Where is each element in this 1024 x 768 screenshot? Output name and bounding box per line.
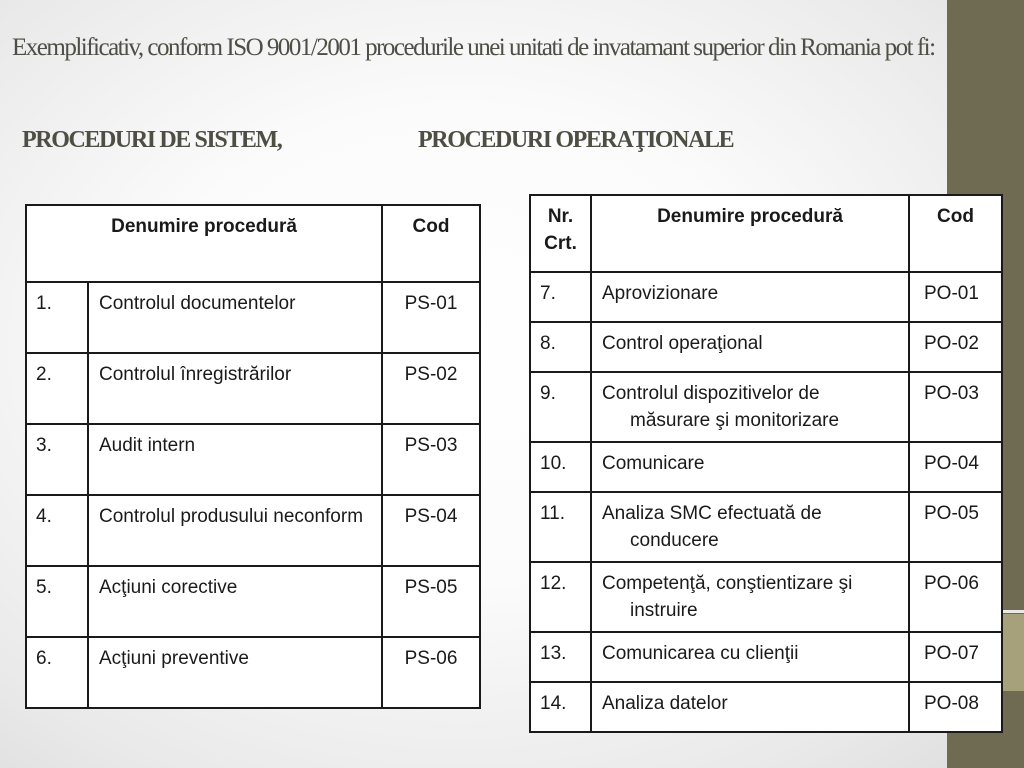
row-number: 1. (26, 282, 88, 353)
table-row (26, 637, 480, 708)
heading-system-procedures: PROCEDURI DE SISTEM, (22, 127, 282, 153)
row-number: 8. (530, 322, 591, 372)
table-row (26, 495, 480, 566)
procedure-code: PO-03 (909, 372, 1002, 442)
row-number: 9. (530, 372, 591, 442)
procedure-name: Controlul înregistrărilor (88, 353, 382, 424)
header-row-number: Nr. Crt. (530, 195, 591, 272)
header-procedure-name: Denumire procedură (591, 195, 909, 272)
table-row (530, 442, 1002, 492)
row-number: 3. (26, 424, 88, 495)
procedure-name: Competenţă, conştientizare şi instruire (591, 562, 909, 632)
header-procedure-name: Denumire procedură (26, 205, 382, 282)
procedure-code: PO-05 (909, 492, 1002, 562)
procedure-code: PS-06 (382, 637, 480, 708)
procedure-name: Analiza datelor (591, 682, 909, 732)
procedure-code: PS-05 (382, 566, 480, 637)
procedure-code: PO-02 (909, 322, 1002, 372)
procedure-name: Acţiuni preventive (88, 637, 382, 708)
procedure-code: PO-06 (909, 562, 1002, 632)
table-header-row (530, 195, 1002, 272)
system-procedures-table (25, 204, 481, 709)
procedure-name: Control operaţional (591, 322, 909, 372)
table-row (26, 353, 480, 424)
procedure-name: Comunicare (591, 442, 909, 492)
procedure-name: Acţiuni corective (88, 566, 382, 637)
procedure-code: PS-02 (382, 353, 480, 424)
procedure-name: Controlul documentelor (88, 282, 382, 353)
table-row (530, 562, 1002, 632)
procedure-code: PO-08 (909, 682, 1002, 732)
procedure-name: Audit intern (88, 424, 382, 495)
procedure-code: PO-01 (909, 272, 1002, 322)
row-number: 2. (26, 353, 88, 424)
procedure-name: Comunicarea cu clienţii (591, 632, 909, 682)
procedure-code: PS-03 (382, 424, 480, 495)
procedure-name: Analiza SMC efectuată de conducere (591, 492, 909, 562)
row-number: 11. (530, 492, 591, 562)
procedure-code: PS-04 (382, 495, 480, 566)
procedure-name: Controlul dispozitivelor de măsurare şi monitorizare (591, 372, 909, 442)
row-number: 5. (26, 566, 88, 637)
table-row (26, 282, 480, 353)
row-number: 7. (530, 272, 591, 322)
row-number: 10. (530, 442, 591, 492)
procedure-name: Controlul produsului neconform (88, 495, 382, 566)
row-number: 4. (26, 495, 88, 566)
row-number: 12. (530, 562, 591, 632)
table-row (530, 372, 1002, 442)
heading-operational-procedures: PROCEDURI OPERAŢIONALE (418, 127, 734, 153)
table-row (26, 566, 480, 637)
header-code: Cod (382, 205, 480, 282)
procedure-code: PS-01 (382, 282, 480, 353)
table-row (530, 272, 1002, 322)
table-row (530, 682, 1002, 732)
table-row (26, 424, 480, 495)
row-number: 6. (26, 637, 88, 708)
procedure-code: PO-07 (909, 632, 1002, 682)
row-number: 13. (530, 632, 591, 682)
procedure-code: PO-04 (909, 442, 1002, 492)
table-header-row (26, 205, 480, 282)
header-code: Cod (909, 195, 1002, 272)
slide-title: Exemplificativ, conform ISO 9001/2001 procedurile unei unitati de invatamant superior din Romania pot fi: (12, 34, 935, 61)
procedure-name: Aprovizionare (591, 272, 909, 322)
table-row (530, 322, 1002, 372)
table-row (530, 492, 1002, 562)
operational-procedures-table (529, 194, 1003, 733)
row-number: 14. (530, 682, 591, 732)
table-row (530, 632, 1002, 682)
